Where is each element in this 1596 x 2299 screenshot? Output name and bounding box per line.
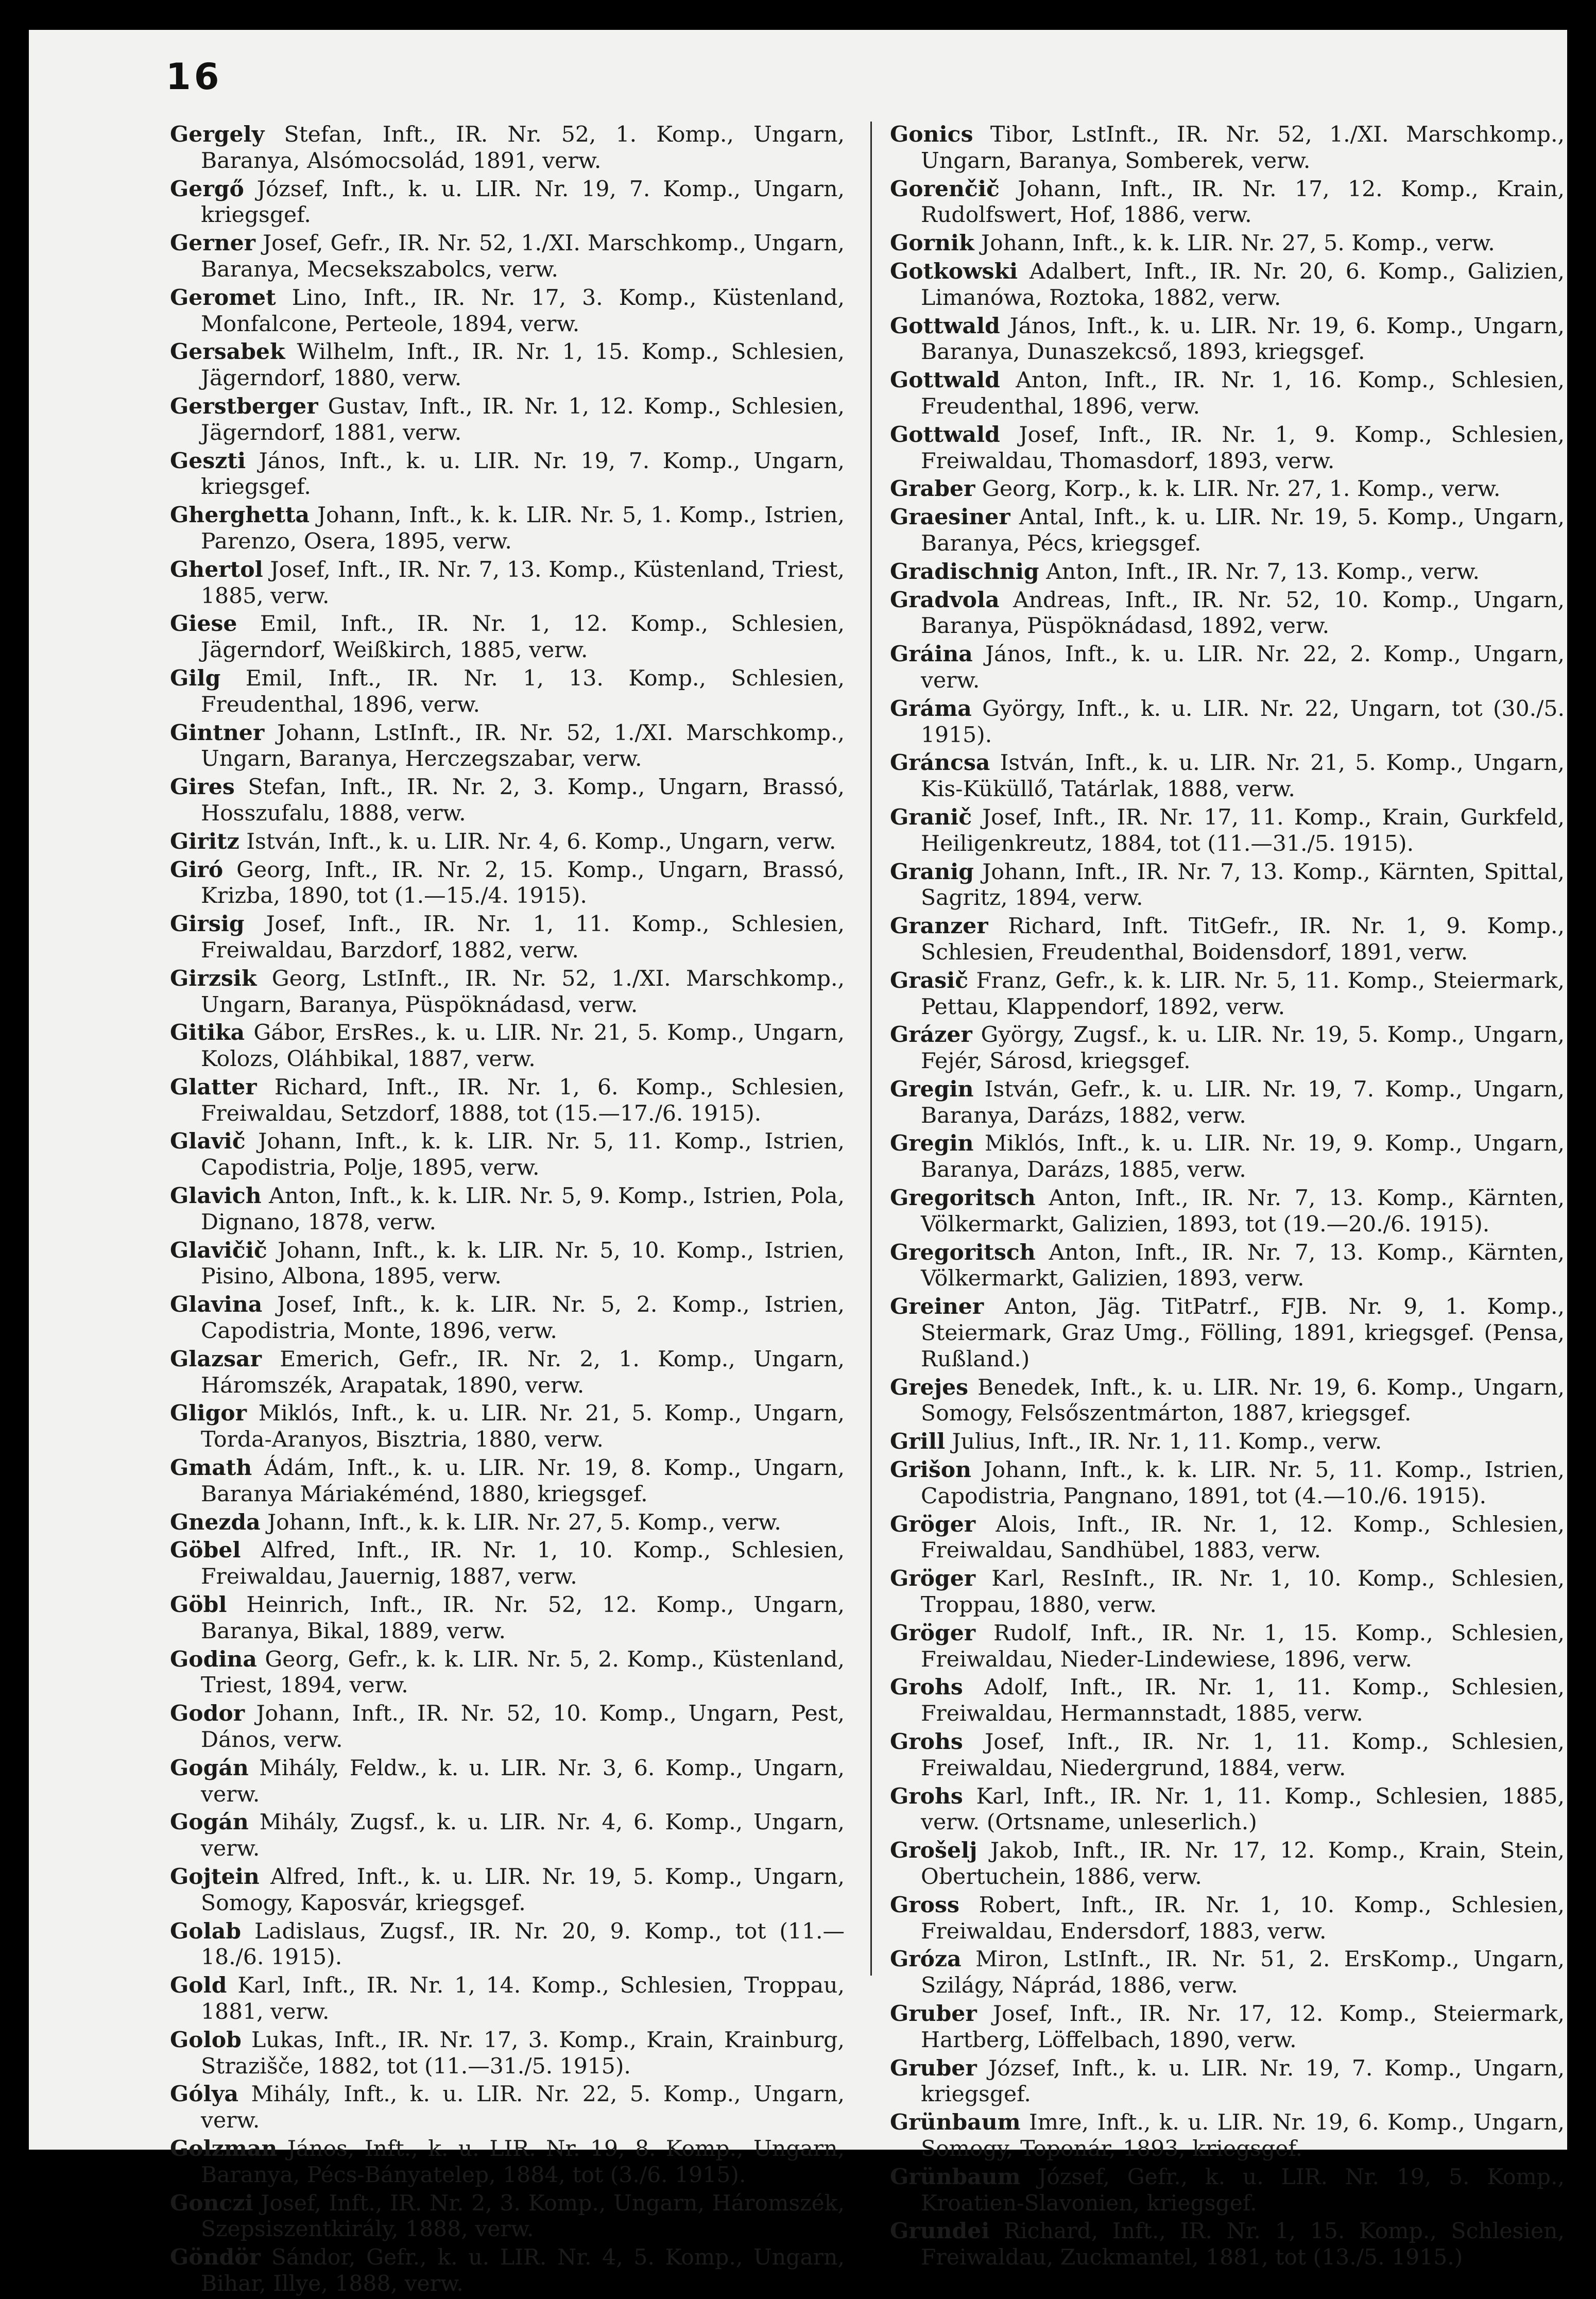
- entry-details: Anton, Inft., IR. Nr. 7, 13. Komp., Kärnten, Völkermarkt, Galizien, 1893, verw.: [921, 1240, 1565, 1292]
- page-number: 16: [166, 56, 222, 98]
- list-item: [170, 1918, 845, 1971]
- entry-surname: Gráma: [890, 695, 972, 722]
- list-item: [890, 1076, 1565, 1129]
- entry-details: Stefan, Inft., IR. Nr. 2, 3. Komp., Ungarn, Brassó, Hosszufalu, 1888, verw.: [201, 775, 845, 826]
- entry-details: Georg, LstInft., IR. Nr. 52, 1./XI. Marschkomp., Ungarn, Baranya, Püspöknádasd, verw.: [201, 966, 845, 1018]
- entry-surname: Grünbaum: [890, 2109, 1021, 2136]
- entry-details: Andreas, Inft., IR. Nr. 52, 10. Komp., Ungarn, Baranya, Püspöknádasd, 1892, verw.: [921, 587, 1565, 639]
- list-item: [170, 857, 845, 910]
- entry-details: Johann, Inft., k. k. LIR. Nr. 5, 11. Komp., Istrien, Capodistria, Pangnano, 1891, tot (4.—10./6. 1915).: [921, 1457, 1565, 1509]
- entry-surname: Gitika: [170, 1020, 245, 1046]
- entry-surname: Göbel: [170, 1537, 241, 1564]
- entry-details: Josef, Inft., IR. Nr. 1, 11. Komp., Schlesien, Freiwaldau, Barzdorf, 1882, verw.: [201, 912, 845, 963]
- list-item: [890, 1375, 1565, 1428]
- entry-surname: Gerner: [170, 230, 256, 256]
- entry-details: Emil, Inft., IR. Nr. 1, 13. Komp., Schlesien, Freudenthal, 1896, verw.: [201, 665, 845, 717]
- entry-surname: Gregin: [890, 1076, 974, 1102]
- entry-details: Imre, Inft., k. u. LIR. Nr. 19, 6. Komp., Ungarn, Somogy, Toponár, 1893, kriegsgef.: [921, 2110, 1565, 2161]
- list-item: [890, 476, 1565, 503]
- entry-surname: Granzer: [890, 913, 988, 939]
- entry-details: Antal, Inft., k. u. LIR. Nr. 19, 5. Komp., Ungarn, Baranya, Pécs, kriegsgef.: [921, 505, 1565, 556]
- right-column: [890, 122, 1565, 2273]
- entry-surname: Godor: [170, 1701, 245, 1727]
- entry-surname: Grohs: [890, 1674, 963, 1701]
- entry-details: Adolf, Inft., IR. Nr. 1, 11. Komp., Schlesien, Freiwaldau, Hermannstadt, 1885, verw.: [921, 1675, 1565, 1727]
- entry-surname: Graber: [890, 476, 975, 502]
- entry-details: István, Gefr., k. u. LIR. Nr. 19, 7. Komp., Ungarn, Baranya, Darázs, 1882, verw.: [921, 1076, 1565, 1128]
- entry-details: György, Inft., k. u. LIR. Nr. 22, Ungarn, tot (30./5. 1915).: [921, 696, 1565, 748]
- entry-surname: Gröger: [890, 1511, 976, 1537]
- entry-surname: Gróza: [890, 1946, 962, 1972]
- entry-details: Georg, Gefr., k. k. LIR. Nr. 5, 2. Komp., Küstenland, Triest, 1894, verw.: [201, 1646, 845, 1698]
- entry-surname: Gligor: [170, 1400, 247, 1427]
- list-item: [890, 1185, 1565, 1238]
- entry-details: Miklós, Inft., k. u. LIR. Nr. 19, 9. Komp., Ungarn, Baranya, Darázs, 1885, verw.: [921, 1131, 1565, 1183]
- list-item: [170, 1592, 845, 1645]
- list-item: [890, 122, 1565, 175]
- entry-details: Lukas, Inft., IR. Nr. 17, 3. Komp., Krain, Krainburg, Strazišče, 1882, tot (11.—31./5. 1915).: [201, 2027, 845, 2079]
- entry-surname: Giró: [170, 856, 224, 883]
- list-item: [890, 750, 1565, 803]
- list-item: [170, 339, 845, 392]
- entry-details: Karl, Inft., IR. Nr. 1, 14. Komp., Schlesien, Troppau, 1881, verw.: [201, 1973, 845, 2025]
- list-item: [890, 804, 1565, 857]
- entry-surname: Glavich: [170, 1183, 262, 1209]
- list-item: [890, 2164, 1565, 2217]
- entry-details: György, Zugsf., k. u. LIR. Nr. 19, 5. Komp., Ungarn, Fejér, Sárosd, kriegsgef.: [921, 1022, 1565, 1074]
- list-item: [170, 1346, 845, 1399]
- entry-surname: Giese: [170, 611, 237, 637]
- entry-surname: Gröger: [890, 1566, 976, 1592]
- list-item: [170, 720, 845, 773]
- entry-details: Richard, Inft., IR. Nr. 1, 6. Komp., Schlesien, Freiwaldau, Setzdorf, 1888, tot (15.—17./6. 1915).: [201, 1074, 845, 1126]
- list-item: [890, 1457, 1565, 1510]
- list-item: [890, 1892, 1565, 1945]
- entry-details: Lino, Inft., IR. Nr. 17, 3. Komp., Küstenland, Monfalcone, Perteole, 1894, verw.: [201, 285, 845, 337]
- entry-surname: Gersabek: [170, 339, 285, 365]
- entry-surname: Gorenčič: [890, 176, 1000, 202]
- entry-surname: Gröger: [890, 1620, 976, 1646]
- list-item: [170, 1238, 845, 1291]
- entry-details: Tibor, LstInft., IR. Nr. 52, 1./XI. Marschkomp., Ungarn, Baranya, Somberek, verw.: [921, 122, 1565, 174]
- list-item: [890, 1240, 1565, 1293]
- entry-surname: Gruber: [890, 2000, 977, 2027]
- entry-surname: Grejes: [890, 1374, 969, 1400]
- list-item: [890, 1838, 1565, 1891]
- entry-details: Jakob, Inft., IR. Nr. 17, 12. Komp., Krain, Stein, Obertuchein, 1886, verw.: [921, 1838, 1565, 1890]
- entry-surname: Gintner: [170, 719, 265, 746]
- list-item: [890, 587, 1565, 640]
- entry-details: Adalbert, Inft., IR. Nr. 20, 6. Komp., Galizien, Limanówa, Roztoka, 1882, verw.: [921, 259, 1565, 311]
- list-item: [170, 1074, 845, 1127]
- list-item: [170, 176, 845, 229]
- entry-surname: Greiner: [890, 1294, 984, 1320]
- entry-details: János, Inft., k. u. LIR. Nr. 19, 6. Komp., Ungarn, Baranya, Dunaszekcső, 1893, kriegsgef.: [921, 313, 1565, 365]
- entry-details: Mihály, Inft., k. u. LIR. Nr. 22, 5. Komp., Ungarn, verw.: [201, 2082, 845, 2134]
- entry-surname: Graesiner: [890, 504, 1010, 530]
- entry-details: Miklós, Inft., k. u. LIR. Nr. 21, 5. Komp., Ungarn, Torda-Aranyos, Bisztria, 1880, verw.: [201, 1401, 845, 1453]
- entry-surname: Gross: [890, 1892, 959, 1918]
- entry-details: Miron, LstInft., IR. Nr. 51, 2. ErsKomp., Ungarn, Szilágy, Náprád, 1886, verw.: [921, 1947, 1565, 1999]
- list-item: [170, 2136, 845, 2189]
- entry-details: Johann, Inft., k. k. LIR. Nr. 5, 11. Komp., Istrien, Capodistria, Polje, 1895, verw.: [201, 1129, 845, 1181]
- entry-details: Johann, Inft., k. k. LIR. Nr. 27, 5. Komp., verw.: [981, 231, 1495, 256]
- list-item: [170, 502, 845, 555]
- entry-details: Gábor, ErsRes., k. u. LIR. Nr. 21, 5. Komp., Ungarn, Kolozs, Oláhbikal, 1887, verw.: [201, 1020, 845, 1072]
- entry-details: Johann, Inft., k. k. LIR. Nr. 5, 10. Komp., Istrien, Pisino, Albona, 1895, verw.: [201, 1238, 845, 1290]
- list-item: [890, 1620, 1565, 1673]
- entry-details: Anton, Jäg. TitPatrf., FJB. Nr. 9, 1. Komp., Steiermark, Graz Umg., Fölling, 1891, kriegsgef. (Pensa, Rußland.): [921, 1294, 1565, 1372]
- list-item: [890, 504, 1565, 557]
- entry-details: Alfred, Inft., IR. Nr. 1, 10. Komp., Schlesien, Freiwaldau, Jauernig, 1887, verw.: [201, 1538, 845, 1590]
- list-item: [890, 641, 1565, 694]
- list-item: [890, 1729, 1565, 1782]
- list-item: [170, 1701, 845, 1754]
- list-item: [170, 1455, 845, 1508]
- entry-details: Johann, Inft., IR. Nr. 52, 10. Komp., Ungarn, Pest, Dános, verw.: [201, 1701, 845, 1753]
- list-item: [170, 1972, 845, 2026]
- entry-surname: Gold: [170, 1972, 227, 1999]
- entry-details: István, Inft., k. u. LIR. Nr. 21, 5. Komp., Ungarn, Kis-Küküllő, Tatárlak, 1888, verw.: [921, 750, 1565, 802]
- entry-surname: Ghertol: [170, 556, 263, 582]
- list-item: [170, 393, 845, 447]
- list-item: [890, 313, 1565, 366]
- list-item: [890, 230, 1565, 257]
- left-column: [170, 122, 845, 2299]
- entry-details: Georg, Korp., k. k. LIR. Nr. 27, 1. Komp., verw.: [982, 476, 1501, 502]
- entry-details: Josef, Inft., IR. Nr. 17, 11. Komp., Krain, Gurkfeld, Heiligenkreutz, 1884, tot (11.—31./5. 1915).: [921, 804, 1565, 856]
- entry-details: Ladislaus, Zugsf., IR. Nr. 20, 9. Komp., tot (11.—18./6. 1915).: [201, 1918, 845, 1970]
- entry-surname: Gradvola: [890, 587, 1000, 613]
- entry-details: Alfred, Inft., k. u. LIR. Nr. 19, 5. Komp., Ungarn, Somogy, Kaposvár, kriegsgef.: [201, 1864, 845, 1916]
- entry-details: József, Inft., k. u. LIR. Nr. 19, 7. Komp., Ungarn, kriegsgef.: [201, 176, 845, 228]
- list-item: [890, 968, 1565, 1021]
- entry-details: Richard, Inft., IR. Nr. 1, 15. Komp., Schlesien, Freiwaldau, Zuckmantel, 1881, tot (13./5. 1915.): [921, 2219, 1565, 2271]
- list-item: [170, 665, 845, 718]
- list-item: [170, 1020, 845, 1073]
- entry-surname: Gregin: [890, 1130, 974, 1157]
- entry-surname: Grohs: [890, 1729, 963, 1755]
- entry-details: János, Inft., k. u. LIR. Nr. 19, 8. Komp., Ungarn, Baranya, Pécs-Bányatelep, 1884, tot (3./6. 1915).: [201, 2136, 845, 2188]
- entry-details: Anton, Inft., IR. Nr. 7, 13. Komp., verw.: [1046, 559, 1480, 585]
- list-item: [890, 2001, 1565, 2054]
- list-item: [170, 448, 845, 501]
- list-item: [890, 859, 1565, 912]
- list-item: [890, 1946, 1565, 1999]
- entry-details: József, Gefr., k. u. LIR. Nr. 19, 5. Komp., Kroatien-Slavonien, kriegsgef.: [921, 2164, 1565, 2216]
- list-item: [890, 422, 1565, 475]
- entry-surname: Gergő: [170, 176, 244, 202]
- list-item: [170, 966, 845, 1019]
- column-divider: [870, 122, 872, 1976]
- entry-surname: Glatter: [170, 1074, 257, 1100]
- list-item: [890, 913, 1565, 966]
- entry-surname: Gradischnig: [890, 558, 1039, 585]
- entry-details: Karl, ResInft., IR. Nr. 1, 10. Komp., Schlesien, Troppau, 1880, verw.: [921, 1566, 1565, 1618]
- entry-surname: Grundei: [890, 2218, 990, 2244]
- entry-surname: Gergely: [170, 122, 265, 147]
- list-item: [890, 2218, 1565, 2271]
- entry-surname: Gregoritsch: [890, 1185, 1036, 1211]
- list-item: [890, 1512, 1565, 1565]
- entry-surname: Göbl: [170, 1592, 227, 1618]
- list-item: [890, 1130, 1565, 1183]
- list-item: [170, 1755, 845, 1808]
- entry-surname: Gerstberger: [170, 393, 318, 419]
- entry-surname: Gólya: [170, 2081, 239, 2107]
- entry-details: Alois, Inft., IR. Nr. 1, 12. Komp., Schlesien, Freiwaldau, Sandhübel, 1883, verw.: [921, 1512, 1565, 1564]
- entry-details: Ádám, Inft., k. u. LIR. Nr. 19, 8. Komp., Ungarn, Baranya Máriakéménd, 1880, kriegsgef.: [201, 1455, 845, 1507]
- list-item: [170, 285, 845, 338]
- list-item: [890, 2109, 1565, 2163]
- entry-surname: Gornik: [890, 230, 974, 256]
- entry-details: Josef, Inft., IR. Nr. 1, 9. Komp., Schlesien, Freiwaldau, Thomasdorf, 1893, verw.: [921, 422, 1565, 474]
- entry-details: János, Inft., k. u. LIR. Nr. 22, 2. Komp., Ungarn, verw.: [921, 642, 1565, 693]
- entry-surname: Golab: [170, 1918, 242, 1944]
- entry-details: Richard, Inft. TitGefr., IR. Nr. 1, 9. Komp., Schlesien, Freudenthal, Boidensdorf, 1891, verw.: [921, 914, 1565, 965]
- entry-surname: Geszti: [170, 448, 246, 474]
- entry-details: Johann, Inft., IR. Nr. 7, 13. Komp., Kärnten, Spittal, Sagritz, 1894, verw.: [921, 859, 1565, 911]
- entry-details: Benedek, Inft., k. u. LIR. Nr. 19, 6. Komp., Ungarn, Somogy, Felsőszentmárton, 1887, kriegsgef.: [921, 1375, 1565, 1427]
- entry-details: Gustav, Inft., IR. Nr. 1, 12. Komp., Schlesien, Jägerndorf, 1881, verw.: [201, 393, 845, 445]
- entry-surname: Gojtein: [170, 1864, 260, 1890]
- entry-surname: Gregoritsch: [890, 1239, 1036, 1265]
- entry-details: János, Inft., k. u. LIR. Nr. 19, 7. Komp., Ungarn, kriegsgef.: [201, 448, 845, 500]
- entry-details: Emerich, Gefr., IR. Nr. 2, 1. Komp., Ungarn, Háromszék, Arapatak, 1890, verw.: [201, 1346, 845, 1398]
- entry-details: Mihály, Zugsf., k. u. LIR. Nr. 4, 6. Komp., Ungarn, verw.: [201, 1810, 845, 1862]
- entry-details: József, Inft., k. u. LIR. Nr. 19, 7. Komp., Ungarn, kriegsgef.: [921, 2055, 1565, 2107]
- list-item: [890, 2055, 1565, 2108]
- list-item: [170, 829, 845, 855]
- entry-surname: Grošelj: [890, 1838, 977, 1864]
- list-item: [890, 1429, 1565, 1455]
- list-item: [170, 2244, 845, 2297]
- list-item: [890, 367, 1565, 420]
- entry-details: Julius, Inft., IR. Nr. 1, 11. Komp., verw.: [952, 1429, 1382, 1455]
- list-item: [170, 122, 845, 175]
- entry-surname: Giritz: [170, 828, 239, 854]
- list-item: [170, 1809, 845, 1862]
- list-item: [890, 1674, 1565, 1727]
- entry-details: Wilhelm, Inft., IR. Nr. 1, 15. Komp., Schlesien, Jägerndorf, 1880, verw.: [201, 339, 845, 391]
- entry-surname: Golob: [170, 2027, 242, 2053]
- entry-details: Josef, Inft., k. k. LIR. Nr. 5, 2. Komp., Istrien, Capodistria, Monte, 1896, verw.: [201, 1292, 845, 1344]
- entry-details: Anton, Inft., IR. Nr. 1, 16. Komp., Schlesien, Freudenthal, 1896, verw.: [921, 368, 1565, 419]
- list-item: [170, 611, 845, 664]
- list-item: [170, 1646, 845, 1700]
- entry-details: Franz, Gefr., k. k. LIR. Nr. 5, 11. Komp., Steiermark, Pettau, Klappendorf, 1892, verw.: [921, 968, 1565, 1020]
- entry-details: Johann, Inft., k. k. LIR. Nr. 27, 5. Komp., verw.: [267, 1509, 781, 1535]
- entry-details: Johann, LstInft., IR. Nr. 52, 1./XI. Marschkomp., Ungarn, Baranya, Herczegszabar, verw.: [201, 720, 845, 772]
- entry-surname: Godina: [170, 1646, 257, 1672]
- entry-details: Georg, Inft., IR. Nr. 2, 15. Komp., Ungarn, Brassó, Krizba, 1890, tot (1.—15./4. 1915).: [201, 857, 845, 909]
- entry-surname: Glazsar: [170, 1346, 262, 1372]
- entry-details: Josef, Inft., IR. Nr. 2, 3. Komp., Ungarn, Háromszék, Szepsiszentkirály, 1888, verw.: [201, 2190, 845, 2242]
- list-item: [170, 2081, 845, 2134]
- entry-surname: Gires: [170, 774, 235, 800]
- entry-surname: Göndör: [170, 2244, 261, 2271]
- entry-surname: Gogán: [170, 1809, 249, 1835]
- entry-surname: Grasič: [890, 967, 969, 993]
- list-item: [890, 696, 1565, 749]
- entry-surname: Girzsik: [170, 965, 257, 991]
- entry-surname: Gogán: [170, 1755, 249, 1781]
- entry-surname: Gherghetta: [170, 502, 310, 528]
- list-item: [890, 259, 1565, 312]
- list-item: [170, 230, 845, 283]
- entry-surname: Gráina: [890, 641, 973, 667]
- entry-surname: Grünbaum: [890, 2164, 1021, 2190]
- entry-surname: Gnezda: [170, 1509, 261, 1535]
- list-item: [170, 911, 845, 964]
- list-item: [170, 1183, 845, 1236]
- entry-surname: Gonczi: [170, 2190, 253, 2216]
- entry-details: Heinrich, Inft., IR. Nr. 52, 12. Komp., Ungarn, Baranya, Bikal, 1889, verw.: [201, 1592, 845, 1644]
- entry-surname: Glavič: [170, 1128, 246, 1155]
- entry-surname: Granič: [890, 804, 972, 830]
- entry-surname: Glavičič: [170, 1237, 267, 1263]
- entry-surname: Grill: [890, 1429, 946, 1455]
- list-item: [170, 1400, 845, 1453]
- list-item: [890, 1294, 1565, 1372]
- entry-details: Johann, Inft., IR. Nr. 17, 12. Komp., Krain, Rudolfswert, Hof, 1886, verw.: [921, 176, 1565, 228]
- list-item: [890, 176, 1565, 229]
- entry-details: Anton, Inft., IR. Nr. 7, 13. Komp., Kärnten, Völkermarkt, Galizien, 1893, tot (19.—20./6. 1915).: [921, 1186, 1565, 1237]
- list-item: [170, 1537, 845, 1590]
- entry-details: Stefan, Inft., IR. Nr. 52, 1. Komp., Ungarn, Baranya, Alsómocsolád, 1891, verw.: [201, 122, 845, 174]
- entry-details: Robert, Inft., IR. Nr. 1, 10. Komp., Schlesien, Freiwaldau, Endersdorf, 1883, verw.: [921, 1892, 1565, 1944]
- entry-details: Rudolf, Inft., IR. Nr. 1, 15. Komp., Schlesien, Freiwaldau, Nieder-Lindewiese, 1896, verw.: [921, 1620, 1565, 1672]
- list-item: [890, 559, 1565, 586]
- list-item: [170, 774, 845, 827]
- entry-surname: Gottwald: [890, 367, 1000, 393]
- entry-details: Sándor, Gefr., k. u. LIR. Nr. 4, 5. Komp., Ungarn, Bihar, Illye, 1888, verw.: [201, 2245, 845, 2296]
- entry-surname: Granig: [890, 859, 974, 885]
- list-item: [170, 1292, 845, 1345]
- entry-details: Karl, Inft., IR. Nr. 1, 11. Komp., Schlesien, 1885, verw. (Ortsname, unleserlich.): [921, 1783, 1565, 1835]
- entry-surname: Glavina: [170, 1292, 263, 1318]
- entry-surname: Gmath: [170, 1455, 252, 1481]
- entry-details: Josef, Inft., IR. Nr. 7, 13. Komp., Küstenland, Triest, 1885, verw.: [201, 557, 845, 609]
- list-item: [890, 1022, 1565, 1075]
- entry-surname: Geromet: [170, 284, 276, 311]
- entry-surname: Gotkowski: [890, 258, 1018, 284]
- entry-details: Johann, Inft., k. k. LIR. Nr. 5, 1. Komp., Istrien, Parenzo, Osera, 1895, verw.: [201, 503, 845, 554]
- entry-surname: Gráncsa: [890, 750, 990, 776]
- entry-surname: Gottwald: [890, 421, 1000, 448]
- entry-details: Anton, Inft., k. k. LIR. Nr. 5, 9. Komp., Istrien, Pola, Dignano, 1878, verw.: [201, 1183, 845, 1235]
- entry-surname: Gottwald: [890, 313, 1000, 339]
- list-item: [170, 2190, 845, 2243]
- entry-surname: Gilg: [170, 665, 221, 691]
- list-item: [890, 1783, 1565, 1837]
- list-item: [170, 1509, 845, 1536]
- list-item: [170, 1128, 845, 1181]
- entry-surname: Gonics: [890, 122, 973, 147]
- entry-details: Josef, Gefr., IR. Nr. 52, 1./XI. Marschkomp., Ungarn, Baranya, Mecsekszabolcs, verw.: [201, 231, 845, 282]
- list-item: [170, 557, 845, 610]
- entry-surname: Grohs: [890, 1783, 963, 1809]
- entry-details: Emil, Inft., IR. Nr. 1, 12. Komp., Schlesien, Jägerndorf, Weißkirch, 1885, verw.: [201, 611, 845, 663]
- list-item: [170, 2027, 845, 2080]
- entry-surname: Golzman: [170, 2135, 278, 2161]
- entry-details: Josef, Inft., IR. Nr. 17, 12. Komp., Steiermark, Hartberg, Löffelbach, 1890, verw.: [921, 2001, 1565, 2053]
- entry-details: István, Inft., k. u. LIR. Nr. 4, 6. Komp., Ungarn, verw.: [246, 829, 836, 854]
- entry-surname: Grišon: [890, 1457, 972, 1483]
- entry-surname: Girsig: [170, 911, 245, 937]
- entry-details: Josef, Inft., IR. Nr. 1, 11. Komp., Schlesien, Freiwaldau, Niedergrund, 1884, verw.: [921, 1729, 1565, 1781]
- list-item: [170, 1864, 845, 1917]
- entry-surname: Gruber: [890, 2055, 977, 2081]
- list-item: [890, 1566, 1565, 1619]
- entry-surname: Grázer: [890, 1022, 972, 1048]
- entry-details: Mihály, Feldw., k. u. LIR. Nr. 3, 6. Komp., Ungarn, verw.: [201, 1755, 845, 1807]
